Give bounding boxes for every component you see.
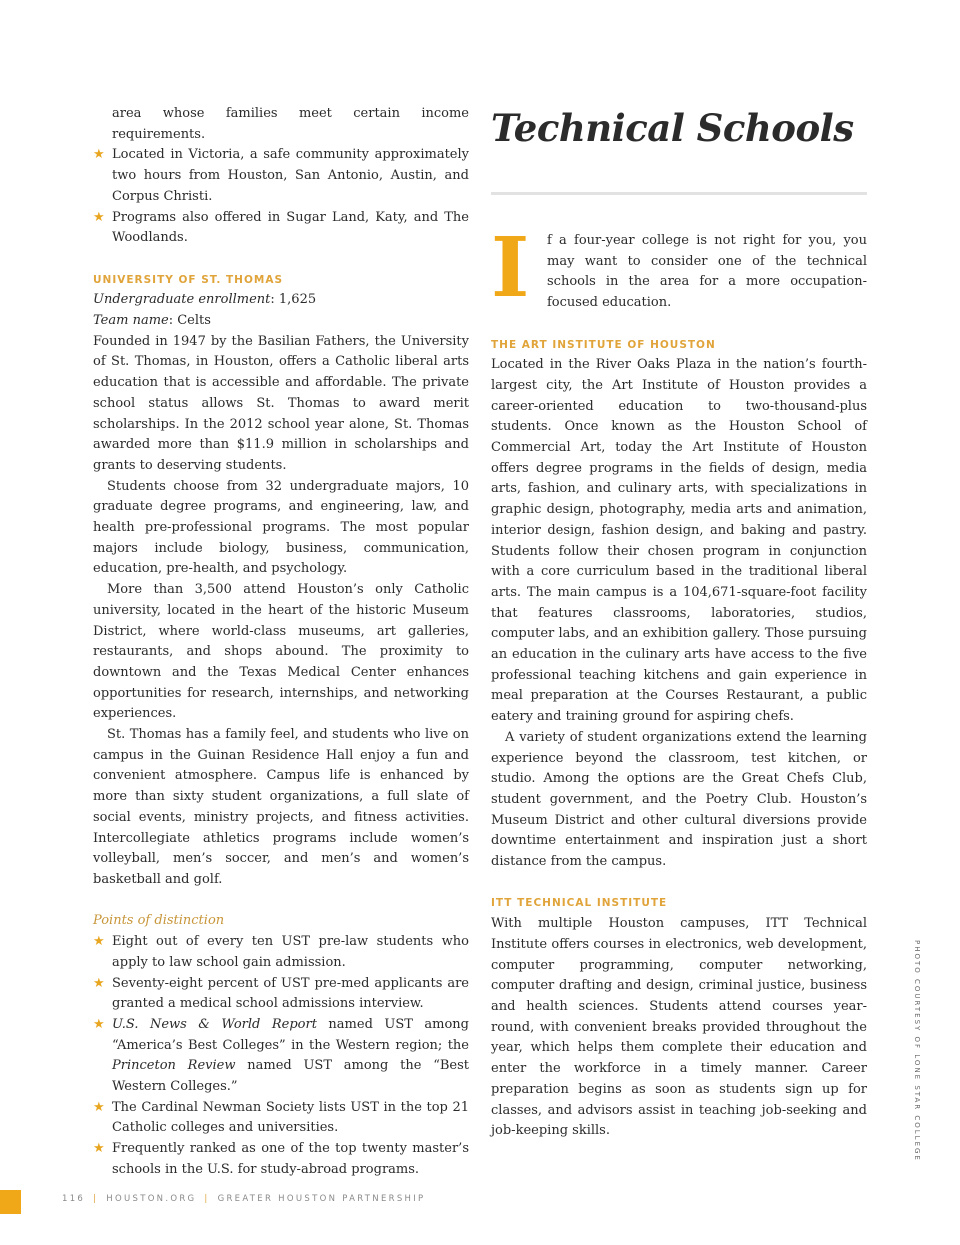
footer-org: GREATER HOUSTON PARTNERSHIP bbox=[217, 1194, 426, 1204]
ust-paragraph: Founded in 1947 by the Basilian Fathers, the University of St. Thomas, in Houston, offers a Catholic liberal arts education that is accessible and affordable. The private school status allows St. Thomas to award merit scholarships. In the 2012 school year alone, St. Thomas awarded more than $11.9 million in scholarships and grants to deserving students. bbox=[93, 333, 469, 473]
points-list bbox=[93, 932, 469, 1180]
title-divider bbox=[491, 192, 867, 195]
star-icon: ★ bbox=[93, 1099, 105, 1115]
bullet-item: ★ Frequently ranked as one of the top twenty master’s schools in the U.S. for study-abroad programs. bbox=[93, 1141, 469, 1177]
star-icon: ★ bbox=[93, 209, 105, 225]
star-icon: ★ bbox=[93, 1016, 105, 1032]
itt-paragraph: With multiple Houston campuses, ITT Technical Institute offers courses in electronics, web development, computer programming, computer networking, computer drafting and design, criminal justice, business and health sciences. Students attend courses year-round, with convenient breaks provided throughout the year, which helps them complete their education and enter the workforce in a timely manner. Career preparation begins as soon as students sign up for classes, and advisors assist in teaching job-seeking and job-keeping skills. bbox=[491, 916, 867, 1139]
aih-heading: THE ART INSTITUTE OF HOUSTON bbox=[491, 338, 716, 351]
aih-paragraph: A variety of student organizations extend the learning experience beyond the classroom, test kitchen, or studio. Among the options are the Great Chefs Club, student government, and the Poetry Club. Houston’s Museum District and other cultural diversions provide downtime entertainment and inspiration just a short distance from the campus. bbox=[491, 729, 867, 870]
left-column bbox=[93, 104, 469, 1181]
ust-paragraph: St. Thomas has a family feel, and students who live on campus in the Guinan Residence Hall enjoy a fun and convenient atmosphere. Campus life is enhanced by more than sixty student organizations, a full slate of social events, ministry projects, and fitness activities. Intercollegiate athletics programs include women’s volleyball, men’s soccer, and men’s and women’s basketball and golf. bbox=[93, 727, 469, 887]
footer-site: HOUSTON.ORG bbox=[106, 1194, 197, 1204]
ust-paragraph: More than 3,500 attend Houston’s only Catholic university, located in the heart of the historic Museum District, where world-class museums, art galleries, restaurants, and shops abound. The proximity to downtown and the Texas Medical Center enhances opportunities for research, internships, and networking experiences. bbox=[93, 582, 469, 722]
intro-block bbox=[491, 220, 867, 316]
intro-text: f a four-year college is not right for you, you may want to consider one of the technical schools in the area for a more occupation-focused education. bbox=[547, 233, 867, 311]
aih-paragraph: Located in the River Oaks Plaza in the nation’s fourth-largest city, the Art Institute of Houston provides a career-oriented education to two-thousand-plus students. Once known as the Houston School of Commercial Art, today the Art Institute of Houston offers degree programs in the fields of design, media arts, fashion, and culinary arts, with specializations in graphic design, photography, media arts and animation, interior design, fashion design, and baking and pastry. Students follow their chosen program in conjunction with a core curriculum based in the traditional liberal arts. The main campus is a 104,671-square-foot facility that features classrooms, laboratories, studios, computer labs, and an exhibition gallery. Those pursuing an education in the culinary arts have access to the five professional teaching kitchens and gain experience in meal preparation at the Courses Restaurant, a public eatery and training ground for aspiring chefs. bbox=[491, 357, 867, 725]
ust-paragraph: Students choose from 32 undergraduate majors, 10 graduate degree programs, and engineering, law, and health pre-professional programs. The most popular majors include biology, business, communication, education, pre-health, and psychology. bbox=[93, 478, 469, 577]
team-line: Team name: Celts bbox=[93, 313, 211, 329]
page-number: 116 bbox=[62, 1194, 86, 1204]
page-tab-marker bbox=[0, 1190, 21, 1214]
points-heading: Points of distinction bbox=[93, 913, 225, 929]
bullet-item: ★ Eight out of every ten UST pre-law students who apply to law school gain admission. bbox=[93, 934, 469, 970]
page-footer: 116 | HOUSTON.ORG | GREATER HOUSTON PARTNERSHIP bbox=[62, 1194, 426, 1204]
star-icon: ★ bbox=[93, 975, 105, 991]
star-icon: ★ bbox=[93, 1141, 105, 1157]
ust-heading: UNIVERSITY OF ST. THOMAS bbox=[93, 273, 284, 286]
bullet-item: ★ Seventy-eight percent of UST pre-med applicants are granted a medical school admissions interview. bbox=[93, 975, 469, 1012]
bullet-item: ★ U.S. News & World Report named UST among “America’s Best Colleges” in the Western region; the Princeton Review named UST among the “Best Western Colleges.” bbox=[93, 1016, 469, 1095]
bullet-item: ★ The Cardinal Newman Society lists UST in the top 21 Catholic colleges and universities. bbox=[93, 1099, 469, 1136]
bullet-item: ★ Programs also offered in Sugar Land, Katy, and The Woodlands. bbox=[93, 209, 469, 246]
enrollment-line: Undergraduate enrollment: 1,625 bbox=[93, 292, 317, 308]
photo-credit: PHOTO COURTESY OF LONE STAR COLLEGE bbox=[913, 940, 921, 1162]
drop-cap: I bbox=[491, 220, 530, 316]
star-icon: ★ bbox=[93, 147, 105, 163]
page-title: Technical Schools bbox=[491, 106, 854, 150]
bullet-item: ★ Located in Victoria, a safe community approximately two hours from Houston, San Antonio, Austin, and Corpus Christi. bbox=[93, 147, 469, 204]
victoria-bullets bbox=[93, 145, 469, 249]
star-icon: ★ bbox=[93, 934, 105, 950]
right-column bbox=[491, 104, 867, 1142]
itt-heading: ITT TECHNICAL INSTITUTE bbox=[491, 897, 668, 910]
continued-text: area whose families meet certain income requirements. bbox=[112, 106, 469, 142]
